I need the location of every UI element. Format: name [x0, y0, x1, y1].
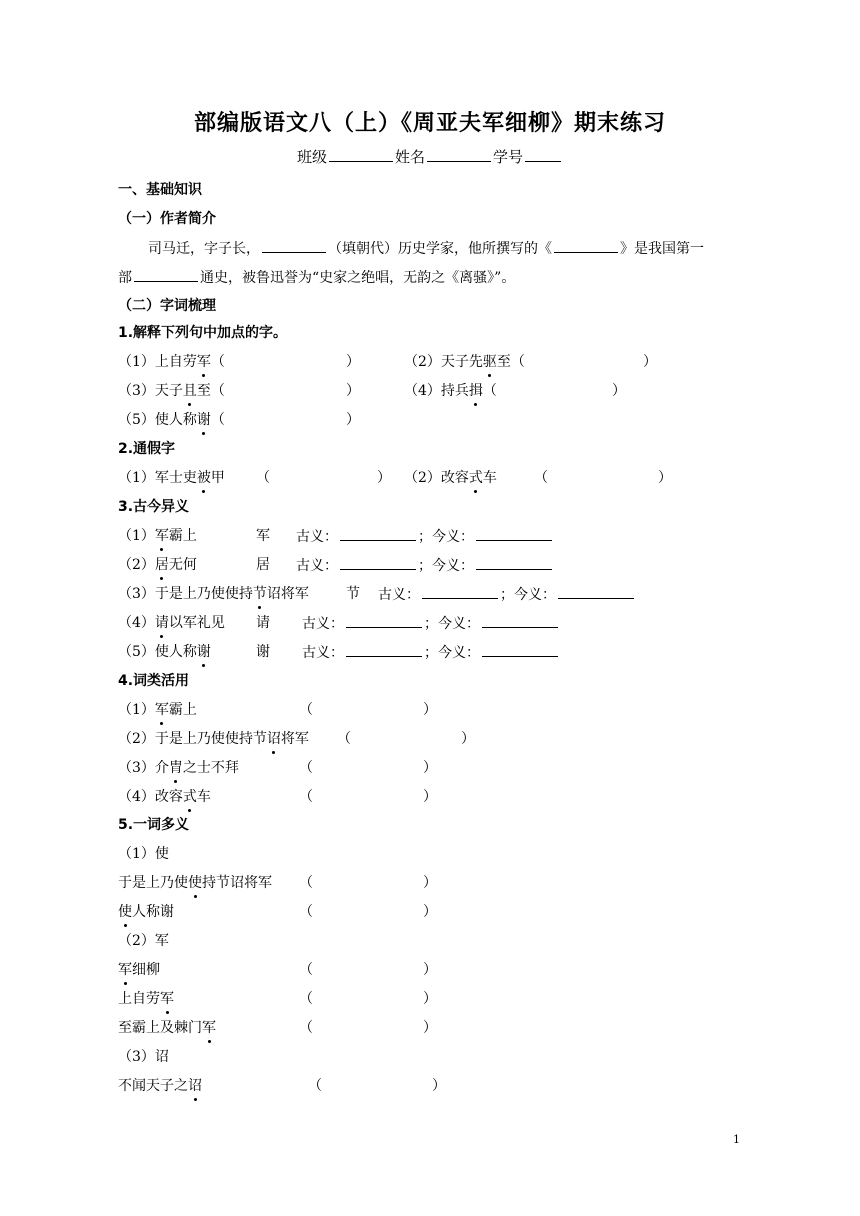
student-info-line — [0, 147, 860, 167]
q4-item-4: （4）改容式车 — [118, 789, 211, 805]
q5-group-2: （2）军 — [118, 933, 169, 949]
q1-item-3: （3）天子且至（ — [118, 383, 225, 399]
q2-item-1: （1）军士吏被甲 — [118, 470, 225, 486]
q1-title: 1.解释下列句中加点的字。 — [118, 325, 288, 341]
id-blank[interactable] — [525, 147, 561, 162]
section-basic: 一、基础知识 — [118, 182, 202, 198]
dynasty-blank[interactable] — [262, 238, 326, 253]
id-label: 学号 — [493, 148, 524, 166]
q3-item-1: （1）军霸上 — [118, 528, 197, 544]
q3-item-4: （4）请以军礼见 — [118, 615, 225, 631]
q2-title: 2.通假字 — [118, 441, 176, 457]
q3-title: 3.古今异义 — [118, 499, 190, 515]
q5-g2-item-1: 军细柳 — [118, 962, 160, 978]
class-blank[interactable] — [329, 147, 393, 162]
document-title: 部编版语文八（上）《周亚夫军细柳》期末练习 — [193, 111, 666, 136]
q5-g2-item-3: 至霸上及棘门军 — [118, 1020, 216, 1036]
book-blank[interactable] — [554, 238, 618, 253]
q2-item-2: （2）改容式车 — [404, 470, 497, 486]
page-number: 1 — [733, 1133, 740, 1146]
name-label: 姓名 — [394, 148, 425, 166]
q5-g3-item-1: 不闻天子之诏 — [118, 1078, 202, 1094]
q3-item-2: （2）居无何 — [118, 557, 197, 573]
q3-5-gu-blank[interactable] — [346, 642, 422, 657]
q3-2-gu-blank[interactable] — [340, 555, 416, 570]
q1-item-2: （2）天子先驱至（ — [404, 354, 525, 370]
q1-item-4: （4）持兵揖（ — [404, 383, 497, 399]
q5-title: 5.一词多义 — [118, 817, 190, 833]
q3-3-jin-blank[interactable] — [558, 584, 634, 599]
class-label: 班级 — [296, 148, 327, 166]
q5-g1-item-1: 于是上乃使使持节诏将军 — [118, 875, 272, 891]
q3-2-jin-blank[interactable] — [476, 555, 552, 570]
q3-4-jin-blank[interactable] — [482, 613, 558, 628]
q3-3-gu-blank[interactable] — [422, 584, 498, 599]
q4-title: 4.词类活用 — [118, 673, 190, 689]
q1-item-1: （1）上自劳军（ — [118, 354, 225, 370]
q4-item-1: （1）军霸上 — [118, 702, 197, 718]
section-author: （一）作者简介 — [118, 211, 216, 227]
author-line-2: 部 通史，被鲁迅誉为“史家之绝唱，无韵之《离骚》”。 — [118, 267, 515, 288]
q3-4-gu-blank[interactable] — [346, 613, 422, 628]
q3-1-jin-blank[interactable] — [476, 526, 552, 541]
section-words: （二）字词梳理 — [118, 298, 216, 314]
q3-item-3: （3）于是上乃使使持节诏将军 — [118, 586, 309, 602]
q4-item-3: （3）介胄之士不拜 — [118, 760, 239, 776]
q3-1-gu-blank[interactable] — [340, 526, 416, 541]
q3-item-5: （5）使人称谢 — [118, 644, 211, 660]
author-line-1: 司马迁，字子长， （填朝代）历史学家，他所撰写的《 》是我国第一 — [148, 238, 704, 259]
q5-group-1: （1）使 — [118, 846, 169, 862]
q1-item-5: （5）使人称谢（ — [118, 412, 225, 428]
q5-g2-item-2: 上自劳军 — [118, 991, 174, 1007]
history-type-blank[interactable] — [134, 267, 198, 282]
q5-group-3: （3）诏 — [118, 1049, 169, 1065]
q4-item-2: （2）于是上乃使使持节诏将军 — [118, 731, 309, 747]
q5-g1-item-2: 使人称谢 — [118, 904, 174, 920]
name-blank[interactable] — [427, 147, 491, 162]
q3-5-jin-blank[interactable] — [482, 642, 558, 657]
